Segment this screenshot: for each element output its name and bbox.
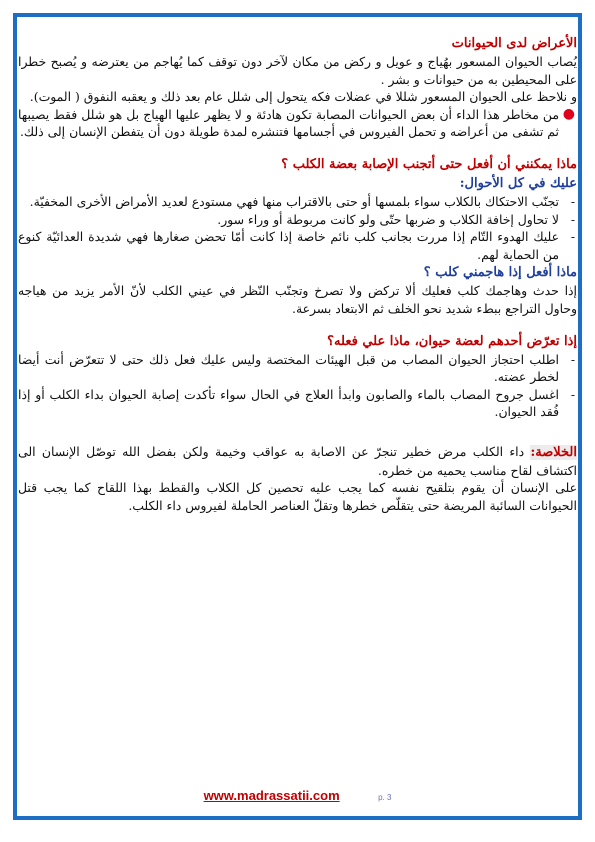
bite-list (18, 351, 577, 421)
page-content (18, 34, 577, 514)
dash-marker-icon: - (570, 351, 575, 367)
bite-item-text: اغسل جروح المصاب بالماء والصابون وابدأ العلاج في الحال سواء تأكدت إصابة الحيوان بداء الكلب أو إذا فُقد الحيوان. (18, 386, 559, 420)
bite-heading: إذا تعرّض أحدهم لعضة حيوان، ماذا علي فعله؟ (327, 333, 577, 349)
prevention-item-text: عليك الهدوء التّام إذا مررت بجانب كلب نائم خاصة إذا كانت أمّا تحضن صغارها فهي شديدة العدائيّة كنوع من الحماية لهم. (18, 229, 559, 262)
summary-paragraph-2: على الإنسان أن يقوم بتلقيح نفسه كما يجب عليه تحصين كل الكلاب والقطط بهذا اللقاح كما يجب قتل الحيوانات السائبة المريضة حتى يتقلّص خطرها وتقلّ العناصر الحاملة لفيروس داء الكلب. (18, 480, 577, 513)
symptoms-bullet-text: من مخاطر هذا الداء أن بعض الحيوانات المصابة تكون هادئة و لا يظهر عليها الهياج بل هو شلل فقط يصيبها ثم تشفى من أعراضه و تحمل الفيروس في أجسامها فتنشره لمدة طويلة دون أن يتفطن الإنسان إلى ذلك. (18, 106, 559, 140)
symptoms-paragraph-2: و نلاحظ على الحيوان المسعور شللا في عضلات فكه يتحول إلى شلل عام بعد ذلك و يعقبه النفوق ( الموت). (29, 89, 577, 105)
dash-marker-icon: - (570, 193, 575, 209)
prevention-item-text: تجنّب الاحتكاك بالكلاب سواء بلمسها أو حتى بالاقتراب منها فهي مستودع لعديد الأمراض الأخرى المخفيّة. (29, 193, 559, 209)
bite-item-text: اطلب احتجاز الحيوان المصاب من قبل الهيئات المختصة وليس عليك فعل ذلك حتى لا تتعرّض أنت أيضا لخطر عضته. (18, 351, 559, 385)
list-item (18, 386, 577, 421)
attack-heading: ماذا أفعل إذا هاجمني كلب ؟ (423, 265, 577, 281)
summary-text-1: داء الكلب مرض خطير تنجرّ عن الاصابة به عواقب وخيمة ولكن بفضل الله توصّل الإنسان الى اكتشاف لقاح مناسب يحميه من خطره. (18, 443, 577, 478)
page-footer (0, 787, 595, 805)
list-item (18, 211, 577, 229)
symptoms-heading: الأعراض لدى الحيوانات (451, 36, 577, 51)
list-item (18, 228, 577, 263)
prevention-item-text: لا تحاول إخافة الكلاب و ضربها حتّى ولو كانت مربوطة أو وراء سور. (217, 211, 559, 227)
list-item (18, 193, 577, 211)
prevention-heading: ماذا يمكنني أن أفعل حتى أتجنب الإصابة بعضة الكلب ؟ (281, 156, 577, 172)
symptoms-bullet-list (18, 106, 577, 141)
dash-marker-icon: - (570, 386, 575, 402)
summary-label: الخلاصة: (530, 444, 577, 460)
website-link[interactable]: www.madrassatii.com (203, 788, 340, 803)
attack-paragraph: إذا حدث وهاجمك كلب فعليك ألا تركض ولا تصرخ وتجنّب النّظر في عيني الكلب لأنّ الأمر يزيد من هياجه وحاول التراجع ببطء شديد نحو الخلف ثم الابتعاد بسرعة. (18, 283, 577, 316)
dash-marker-icon: - (570, 229, 575, 245)
dash-marker-icon: - (570, 211, 575, 227)
symptoms-paragraph-1: يُصاب الحيوان المسعور بهُياج و عويل و ركض من مكان لآخر دون توقف كما يُهاجم من يعترضه و يُصبح خطرا على المحيطين به من حيوانات و بشر . (18, 54, 577, 87)
prevention-list (18, 193, 577, 263)
list-item (18, 351, 577, 386)
summary-paragraph-1 (18, 443, 577, 479)
bullet-dot-icon: ● (562, 105, 575, 122)
page-number: p. 3 (378, 793, 392, 802)
list-item (18, 106, 577, 141)
prevention-subheading: عليك في كل الأحوال: (459, 175, 577, 191)
